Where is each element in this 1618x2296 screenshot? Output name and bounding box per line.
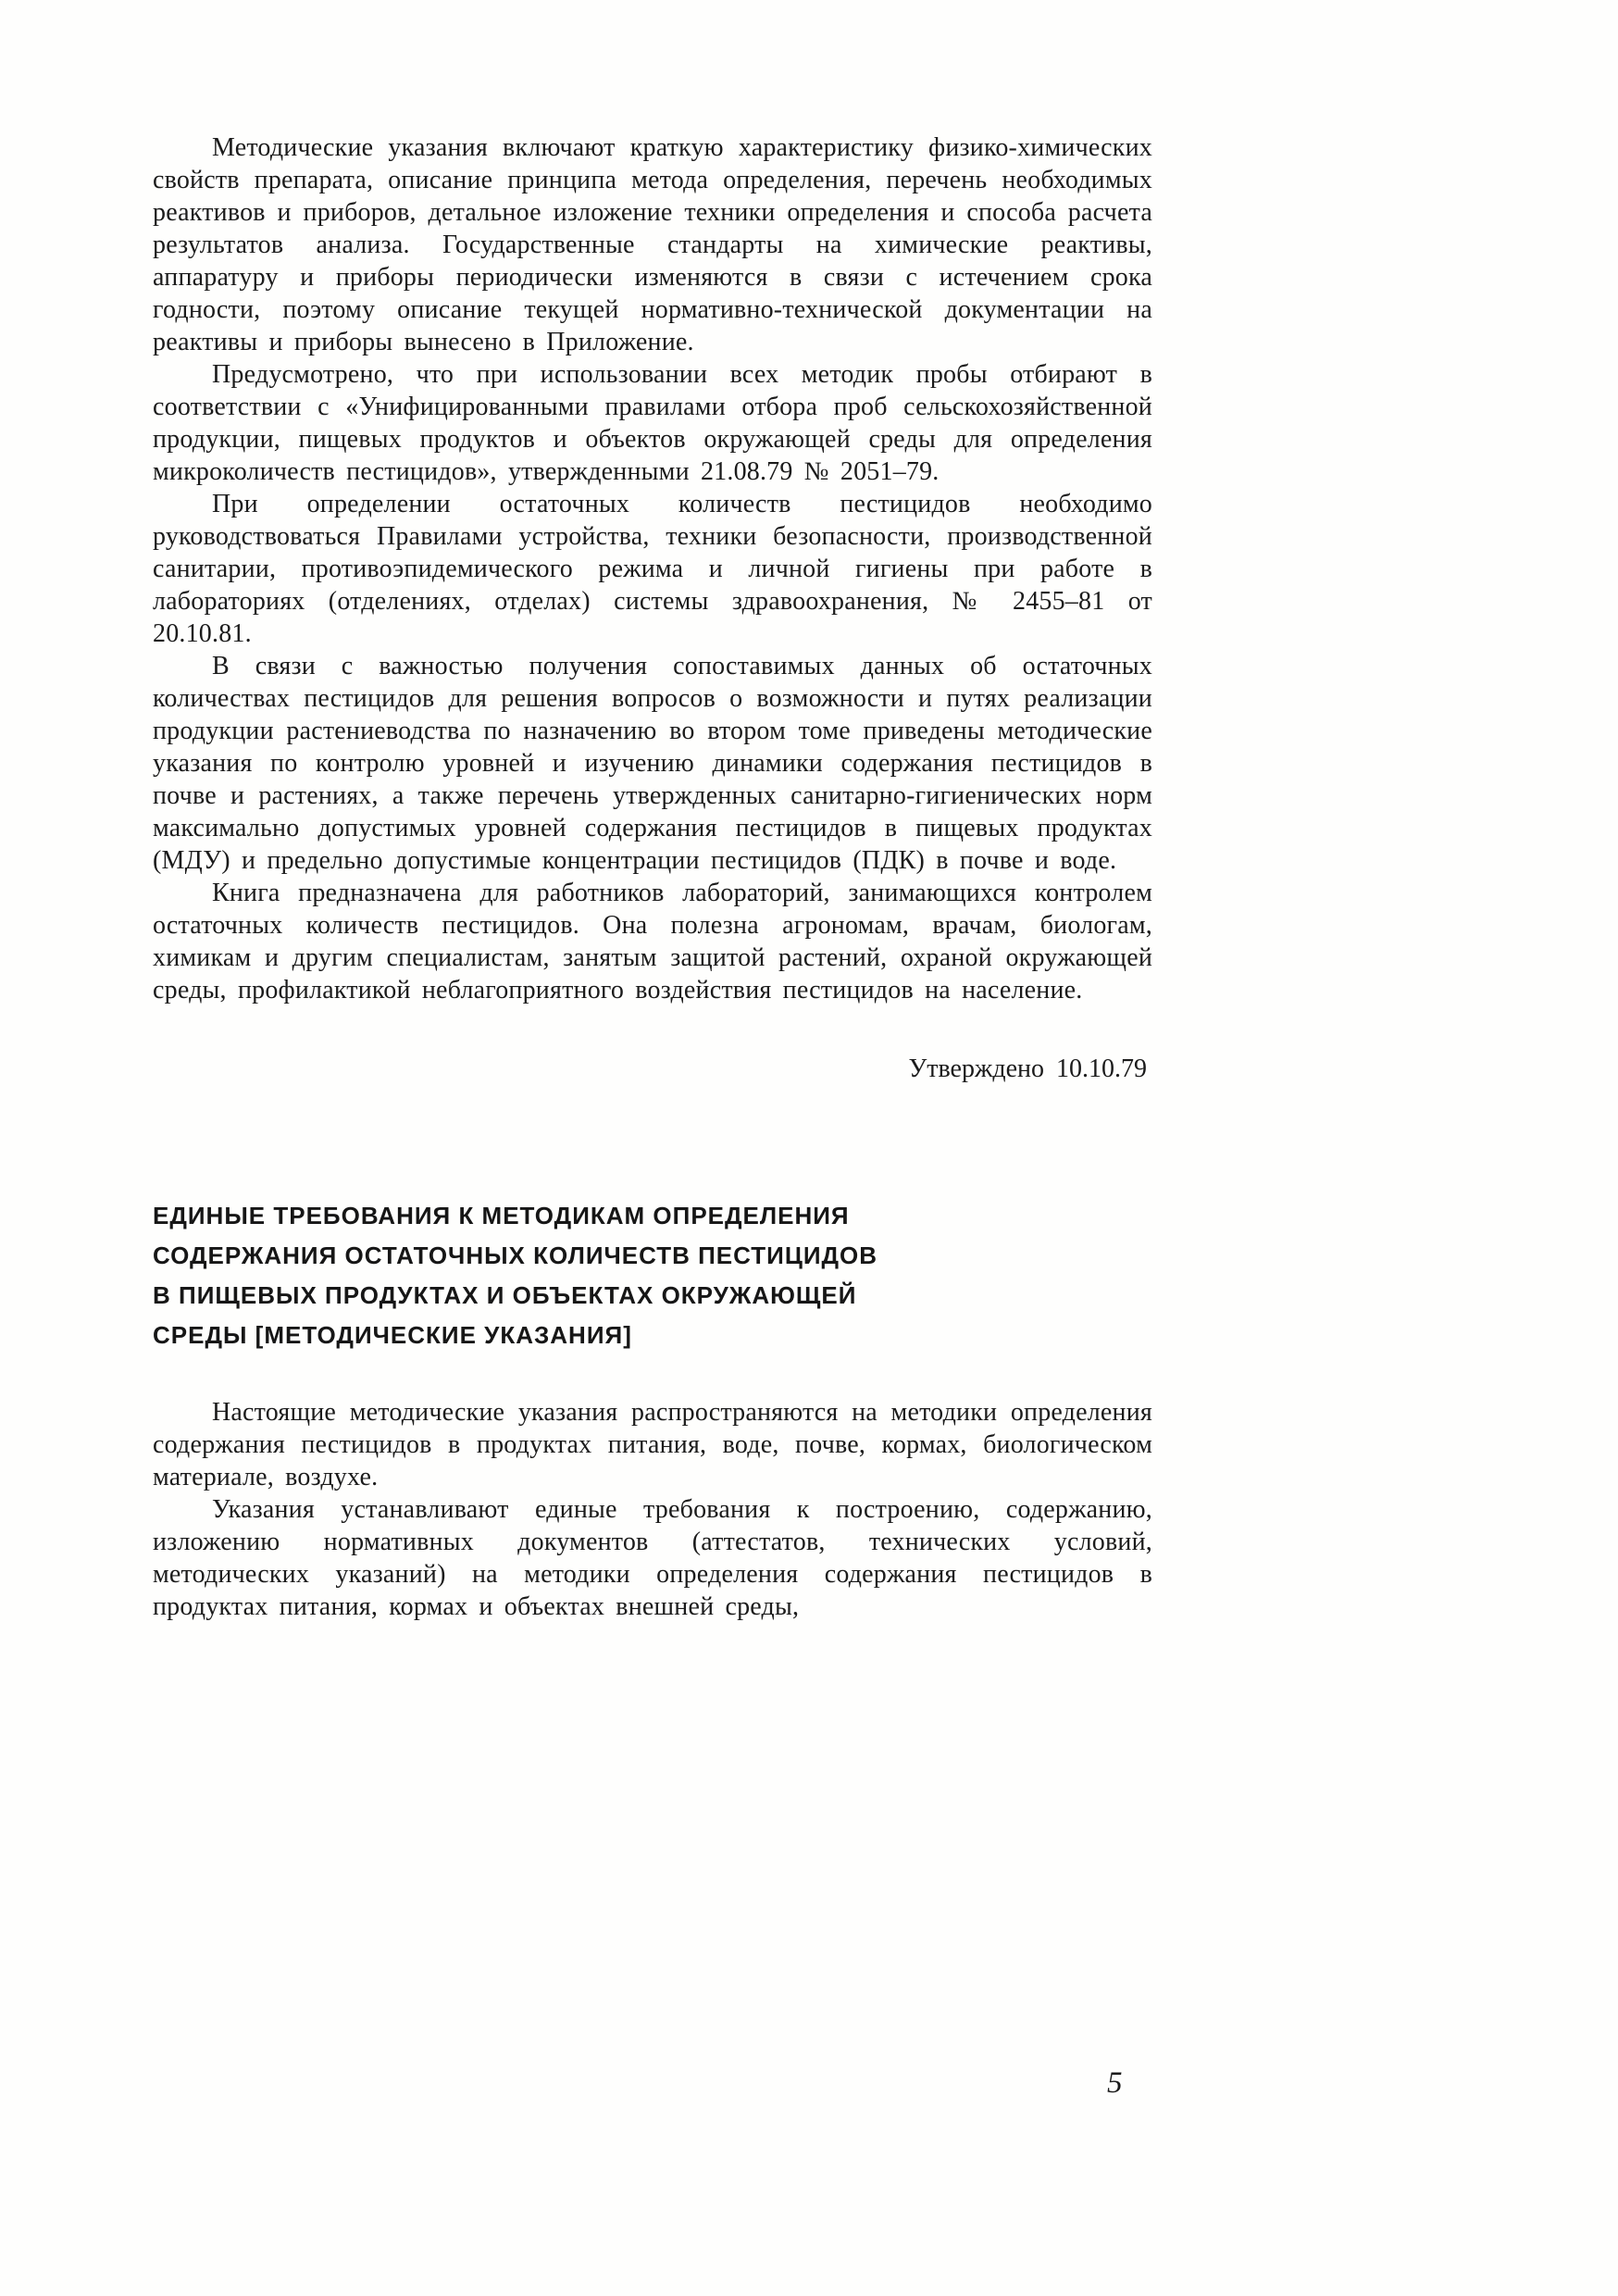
intro-paragraph-3: При определении остаточных количеств пестицидов необходимо руководствоваться Правилами устройства, техники безопасности, производственной санитарии, противоэпидемического режима и личной гигиены при работе в лабораториях (отделениях, отделах) системы здравоохранения, № 2455–81 от 20.10.81.: [153, 490, 1152, 648]
intro-paragraph-1: Методические указания включают краткую характеристику физико-химических свойств препарата, описание принципа метода определения, перечень необходимых реактивов и приборов, детальное изложение техники определения и способа расчета результатов анализа. Государственные стандарты на химические реактивы, аппаратуру и приборы периодически изменяются в связи с истечением срока годности, поэтому описание текущей нормативно-технической документации на реактивы и приборы вынесено в Приложение.: [153, 133, 1152, 356]
section-heading-line-3: В ПИЩЕВЫХ ПРОДУКТАХ И ОБЪЕКТАХ ОКРУЖАЮЩЕЙ: [153, 1281, 857, 1309]
section-heading-line-2: СОДЕРЖАНИЯ ОСТАТОЧНЫХ КОЛИЧЕСТВ ПЕСТИЦИДОВ: [153, 1242, 878, 1269]
section-heading: [153, 1196, 1152, 1355]
intro-paragraph-4: В связи с важностью получения сопоставимых данных об остаточных количествах пестицидов для решения вопросов о возможности и путях реализации продукции растениеводства по назначению во втором томе приведены методические указания по контролю уровней и изучению динамики содержания пестицидов в почве и растениях, а также перечень утвержденных санитарно-гигиенических норм максимально допустимых уровней содержания пестицидов в пищевых продуктах (МДУ) и предельно допустимые концентрации пестицидов (ПДК) в почве и воде.: [153, 652, 1152, 875]
section-paragraph-2: Указания устанавливают единые требования к построению, содержанию, изложению нормативных документов (аттестатов, технических условий, методических указаний) на методики определения содержания пестицидов в продуктах питания, кормах и объектах внешней среды,: [153, 1495, 1152, 1621]
intro-paragraph-5: Книга предназначена для работников лабораторий, занимающихся контролем остаточных количеств пестицидов. Она полезна агрономам, врачам, биологам, химикам и другим специалистам, занятым защитой растений, охраной окружающей среды, профилактикой неблагоприятного воздействия пестицидов на население.: [153, 879, 1152, 1004]
approval-note: Утверждено 10.10.79: [908, 1054, 1147, 1083]
section-heading-line-4: СРЕДЫ [МЕТОДИЧЕСКИЕ УКАЗАНИЯ]: [153, 1321, 632, 1349]
section-paragraph-1: Настоящие методические указания распространяются на методики определения содержания пестицидов в продуктах питания, воде, почве, кормах, биологическом материале, воздухе.: [153, 1398, 1152, 1491]
page-number: 5: [1107, 2066, 1123, 2100]
section-body: [153, 1396, 1152, 1623]
intro-paragraph-2: Предусмотрено, что при использовании всех методик пробы отбирают в соответствии с «Унифицированными правилами отбора проб сельскохозяйственной продукции, пищевых продуктов и объектов окружающей среды для определения микроколичеств пестицидов», утвержденными 21.08.79 № 2051–79.: [153, 360, 1152, 486]
text-column: [153, 131, 1152, 1623]
section-heading-line-1: ЕДИНЫЕ ТРЕБОВАНИЯ К МЕТОДИКАМ ОПРЕДЕЛЕНИЯ: [153, 1202, 850, 1229]
